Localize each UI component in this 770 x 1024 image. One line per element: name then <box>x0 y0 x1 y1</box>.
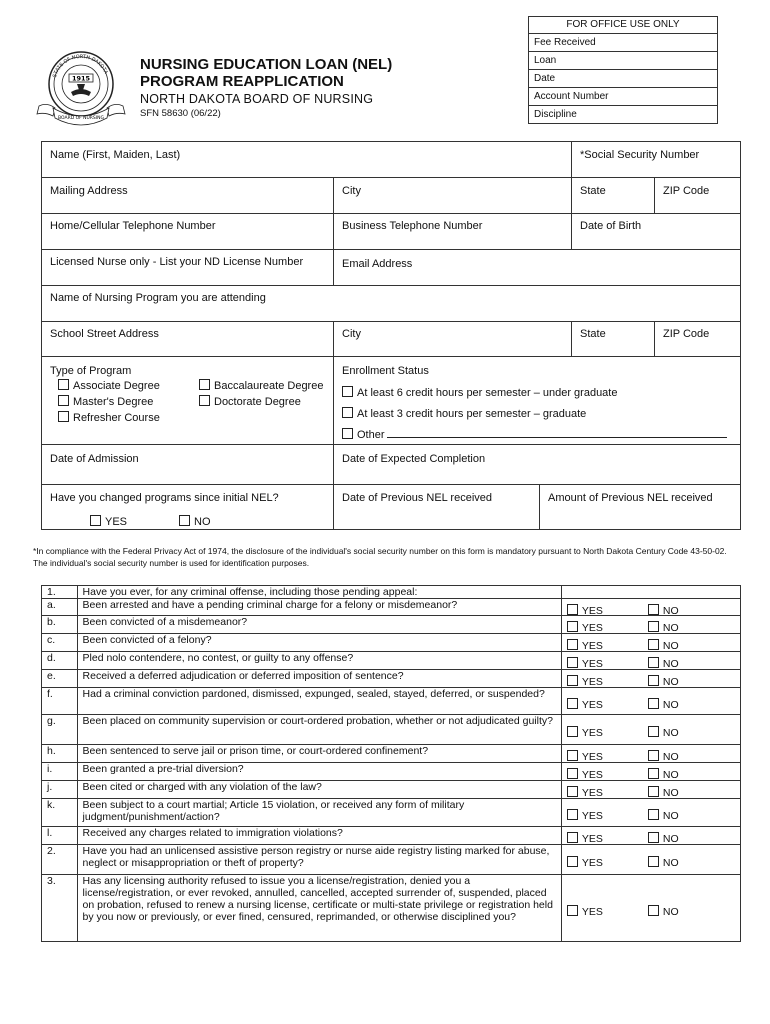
question-number: g. <box>42 715 78 745</box>
home-phone-label: Home/Cellular Telephone Number <box>50 220 216 232</box>
enroll-grad-option[interactable] <box>342 407 586 420</box>
question-answer-cell <box>561 652 740 670</box>
question-row <box>42 745 741 763</box>
form-id: SFN 58630 (06/22) <box>140 108 221 119</box>
applicant-info-grid <box>41 141 741 530</box>
answer-yes-option[interactable] <box>567 856 603 869</box>
masters-checkbox[interactable] <box>58 395 69 406</box>
question-text: Been granted a pre-trial diversion? <box>77 763 561 781</box>
question-number: e. <box>42 670 78 688</box>
school-state-field[interactable] <box>572 322 655 357</box>
question-number: h. <box>42 745 78 763</box>
answer-yes-option[interactable] <box>567 675 603 688</box>
question-row <box>42 652 741 670</box>
answer-no-label: NO <box>662 605 679 617</box>
office-account-number: Account Number <box>529 88 717 106</box>
changed-no-checkbox[interactable] <box>179 515 190 526</box>
answer-no-checkbox[interactable] <box>648 675 659 686</box>
changed-programs-section <box>42 485 334 529</box>
board-seal-logo <box>33 44 129 126</box>
answer-yes-label: YES <box>581 906 603 918</box>
seal-year: 1915 <box>71 74 91 83</box>
answer-no-label: NO <box>662 622 679 634</box>
question-number: j. <box>42 781 78 799</box>
changed-yes-option[interactable] <box>90 515 127 528</box>
answer-yes-checkbox[interactable] <box>567 809 578 820</box>
question-answer-cell <box>561 827 740 845</box>
answer-yes-option[interactable] <box>567 750 603 763</box>
answer-no-option[interactable] <box>648 639 679 652</box>
enrollment-status-label: Enrollment Status <box>342 365 429 377</box>
answer-no-option[interactable] <box>648 750 679 763</box>
question-row <box>42 781 741 799</box>
form-title <box>140 56 392 90</box>
seal-bottom-text: BOARD OF NURSING <box>58 116 104 121</box>
question-text: Have you ever, for any criminal offense, including those pending appeal: <box>77 586 561 599</box>
answer-yes-label: YES <box>581 727 603 739</box>
answer-no-option[interactable] <box>648 786 679 799</box>
refresher-option[interactable] <box>58 411 160 424</box>
question-number: c. <box>42 634 78 652</box>
answer-yes-option[interactable] <box>567 809 603 822</box>
question-answer-cell <box>561 763 740 781</box>
enroll-undergrad-option[interactable] <box>342 386 617 399</box>
answer-yes-label: YES <box>581 658 603 670</box>
answer-yes-label: YES <box>581 857 603 869</box>
answer-yes-checkbox[interactable] <box>567 856 578 867</box>
org-name: NORTH DAKOTA BOARD OF NURSING <box>140 92 374 106</box>
school-address-label: School Street Address <box>50 328 159 340</box>
answer-yes-option[interactable] <box>567 726 603 739</box>
associate-checkbox[interactable] <box>58 379 69 390</box>
background-questions-table <box>41 585 741 942</box>
answer-yes-checkbox[interactable] <box>567 675 578 686</box>
answer-no-checkbox[interactable] <box>648 698 659 709</box>
license-number-label: Licensed Nurse only - List your ND License Number <box>50 256 304 268</box>
state-field[interactable] <box>572 178 655 214</box>
program-name-label: Name of Nursing Program you are attending <box>50 292 266 304</box>
city-field[interactable] <box>334 178 572 214</box>
school-zip-label: ZIP Code <box>663 328 710 340</box>
prev-nel-amount-field[interactable] <box>540 485 740 529</box>
city-label: City <box>342 185 361 197</box>
office-use-box <box>528 16 718 124</box>
doctorate-label: Doctorate Degree <box>214 396 301 408</box>
answer-no-option[interactable] <box>648 726 679 739</box>
answer-no-checkbox[interactable] <box>648 750 659 761</box>
enroll-other-label: Other <box>357 429 385 441</box>
completion-date-label: Date of Expected Completion <box>342 453 486 465</box>
question-answer-cell <box>561 616 740 634</box>
question-number: d. <box>42 652 78 670</box>
question-text: Been cited or charged with any violation of the law? <box>77 781 561 799</box>
question-number: l. <box>42 827 78 845</box>
question-answer-cell <box>561 586 740 599</box>
enroll-undergrad-checkbox[interactable] <box>342 386 353 397</box>
question-row <box>42 845 741 875</box>
answer-yes-checkbox[interactable] <box>567 604 578 615</box>
baccalaureate-label: Baccalaureate Degree <box>214 380 324 392</box>
question-row <box>42 634 741 652</box>
answer-yes-option[interactable] <box>567 786 603 799</box>
answer-no-option[interactable] <box>648 809 679 822</box>
question-answer-cell <box>561 845 740 875</box>
office-loan: Loan <box>529 52 717 70</box>
business-phone-field[interactable] <box>334 214 572 250</box>
associate-label: Associate Degree <box>73 380 160 392</box>
answer-no-option[interactable] <box>648 768 679 781</box>
completion-date-field[interactable] <box>334 445 740 485</box>
answer-yes-option[interactable] <box>567 698 603 711</box>
changed-no-label: NO <box>194 516 211 528</box>
question-row <box>42 799 741 827</box>
enroll-grad-label: At least 3 credit hours per semester – graduate <box>357 408 587 420</box>
associate-option[interactable] <box>58 379 160 392</box>
state-label: State <box>580 185 606 197</box>
answer-no-label: NO <box>662 751 679 763</box>
answer-yes-label: YES <box>581 699 603 711</box>
question-answer-cell <box>561 715 740 745</box>
question-row <box>42 616 741 634</box>
mailing-address-field[interactable] <box>42 178 334 214</box>
answer-yes-option[interactable] <box>567 768 603 781</box>
name-field[interactable] <box>42 142 572 178</box>
question-text: Have you had an unlicensed assistive person registry or nurse aide registry listing marked for abuse, neglect or misappropriation or theft of property? <box>77 845 561 875</box>
question-text: Been subject to a court martial; Article 15 violation, or received any form of military judgment/punishment/action? <box>77 799 561 827</box>
masters-option[interactable] <box>58 395 153 408</box>
office-date: Date <box>529 70 717 88</box>
answer-yes-label: YES <box>581 833 603 845</box>
question-text: Been arrested and have a pending criminal charge for a felony or misdemeanor? <box>77 599 561 616</box>
answer-yes-checkbox[interactable] <box>567 768 578 779</box>
form-title-line1: NURSING EDUCATION LOAN (NEL) <box>140 56 393 73</box>
answer-yes-label: YES <box>581 751 603 763</box>
question-row <box>42 599 741 616</box>
question-answer-cell <box>561 634 740 652</box>
answer-yes-label: YES <box>581 640 603 652</box>
seal-top-text: STATE OF NORTH DAKOTA <box>51 53 109 79</box>
privacy-footnote: *In compliance with the Federal Privacy Act of 1974, the disclosure of the individual's social security number on this form is mandatory pursuant to North Dakota Century Code 43-50-02. The individual's social security number is used for identification purposes. <box>33 546 727 568</box>
answer-yes-checkbox[interactable] <box>567 750 578 761</box>
answer-no-checkbox[interactable] <box>648 604 659 615</box>
question-answer-cell <box>561 688 740 715</box>
enroll-other-checkbox[interactable] <box>342 428 353 439</box>
answer-yes-checkbox[interactable] <box>567 621 578 632</box>
answer-no-checkbox[interactable] <box>648 905 659 916</box>
answer-no-option[interactable] <box>648 856 679 869</box>
answer-no-checkbox[interactable] <box>648 726 659 737</box>
answer-yes-option[interactable] <box>567 657 603 670</box>
zip-field[interactable] <box>655 178 740 214</box>
mailing-address-label: Mailing Address <box>50 185 128 197</box>
answer-yes-option[interactable] <box>567 832 603 845</box>
zip-label: ZIP Code <box>663 185 710 197</box>
enroll-other-input[interactable] <box>387 428 727 438</box>
answer-no-label: NO <box>662 857 679 869</box>
school-city-field[interactable] <box>334 322 572 357</box>
question-answer-cell <box>561 781 740 799</box>
prev-nel-date-field[interactable] <box>334 485 540 529</box>
question-answer-cell <box>561 875 740 942</box>
question-answer-cell <box>561 670 740 688</box>
changed-yes-checkbox[interactable] <box>90 515 101 526</box>
question-text: Pled nolo contendere, no contest, or guilty to any offense? <box>77 652 561 670</box>
question-number: a. <box>42 599 78 616</box>
question-text: Been convicted of a felony? <box>77 634 561 652</box>
school-zip-field[interactable] <box>655 322 740 357</box>
answer-no-label: NO <box>662 658 679 670</box>
answer-no-checkbox[interactable] <box>648 657 659 668</box>
baccalaureate-checkbox[interactable] <box>199 379 210 390</box>
dob-field[interactable] <box>572 214 740 250</box>
question-row <box>42 763 741 781</box>
changed-no-option[interactable] <box>179 515 211 528</box>
question-row <box>42 875 741 942</box>
prev-nel-amount-label: Amount of Previous NEL received <box>548 492 713 504</box>
question-number: i. <box>42 763 78 781</box>
answer-yes-label: YES <box>581 810 603 822</box>
answer-yes-option[interactable] <box>567 621 603 634</box>
question-text: Received any charges related to immigration violations? <box>77 827 561 845</box>
question-text: Been sentenced to serve jail or prison time, or court-ordered confinement? <box>77 745 561 763</box>
admission-date-field[interactable] <box>42 445 334 485</box>
answer-no-label: NO <box>662 810 679 822</box>
office-use-header: FOR OFFICE USE ONLY <box>529 17 717 34</box>
enroll-other-option[interactable] <box>342 428 727 441</box>
refresher-label: Refresher Course <box>73 412 160 424</box>
school-city-label: City <box>342 328 361 340</box>
doctorate-option[interactable] <box>199 395 301 408</box>
name-label: Name (First, Maiden, Last) <box>50 149 181 161</box>
answer-no-label: NO <box>662 727 679 739</box>
question-answer-cell <box>561 799 740 827</box>
ssn-label: *Social Security Number <box>580 149 700 161</box>
answer-no-checkbox[interactable] <box>648 809 659 820</box>
answer-no-label: NO <box>662 640 679 652</box>
form-title-line2: PROGRAM REAPPLICATION <box>140 73 344 90</box>
answer-yes-label: YES <box>581 769 603 781</box>
answer-no-checkbox[interactable] <box>648 856 659 867</box>
question-text: Has any licensing authority refused to issue you a license/registration, denied you a license/registration, or ever revoked, annulled, cancelled, accepted surrender of, suspended, placed on probation, refused to renew a nursing license, certificate or multi-state privilege or registration held by you now or previously, or ever fined, censured, reprimanded, or otherwise disciplined you? <box>77 875 561 942</box>
question-number: k. <box>42 799 78 827</box>
question-text: Been convicted of a misdemeanor? <box>77 616 561 634</box>
ssn-field[interactable] <box>572 142 740 178</box>
school-state-label: State <box>580 328 606 340</box>
enrollment-status-section <box>334 357 740 445</box>
answer-no-option[interactable] <box>648 675 679 688</box>
question-row <box>42 827 741 845</box>
answer-yes-option[interactable] <box>567 639 603 652</box>
answer-yes-checkbox[interactable] <box>567 657 578 668</box>
answer-yes-checkbox[interactable] <box>567 786 578 797</box>
answer-yes-label: YES <box>581 622 603 634</box>
school-address-field[interactable] <box>42 322 334 357</box>
question-number: 3. <box>42 875 78 942</box>
answer-no-label: NO <box>662 676 679 688</box>
answer-no-checkbox[interactable] <box>648 768 659 779</box>
program-type-section <box>42 357 334 445</box>
question-answer-cell <box>561 745 740 763</box>
office-fee-received: Fee Received <box>529 34 717 52</box>
doctorate-checkbox[interactable] <box>199 395 210 406</box>
answer-yes-label: YES <box>581 676 603 688</box>
answer-no-label: NO <box>662 833 679 845</box>
office-discipline: Discipline <box>534 109 577 120</box>
question-text: Been placed on community supervision or court-ordered probation, whether or not adjudicated guilty? <box>77 715 561 745</box>
business-phone-label: Business Telephone Number <box>342 220 483 232</box>
baccalaureate-option[interactable] <box>199 379 323 392</box>
question-text: Had a criminal conviction pardoned, dismissed, expunged, sealed, stayed, deferred, or suspended? <box>77 688 561 715</box>
answer-no-checkbox[interactable] <box>648 639 659 650</box>
answer-no-label: NO <box>662 906 679 918</box>
answer-no-option[interactable] <box>648 905 679 918</box>
question-row <box>42 688 741 715</box>
question-number: b. <box>42 616 78 634</box>
answer-no-label: NO <box>662 769 679 781</box>
question-number: 1. <box>42 586 78 599</box>
dob-label: Date of Birth <box>580 220 642 232</box>
changed-programs-label: Have you changed programs since initial NEL? <box>50 492 279 504</box>
masters-label: Master's Degree <box>73 396 154 408</box>
answer-yes-checkbox[interactable] <box>567 726 578 737</box>
answer-yes-option[interactable] <box>567 905 603 918</box>
license-number-field[interactable] <box>42 250 334 286</box>
email-field[interactable] <box>334 250 740 286</box>
enroll-undergrad-label: At least 6 credit hours per semester – under graduate <box>357 387 618 399</box>
answer-yes-checkbox[interactable] <box>567 639 578 650</box>
question-number: f. <box>42 688 78 715</box>
answer-no-option[interactable] <box>648 832 679 845</box>
answer-yes-checkbox[interactable] <box>567 905 578 916</box>
question-row <box>42 715 741 745</box>
answer-yes-label: YES <box>581 605 603 617</box>
answer-no-checkbox[interactable] <box>648 786 659 797</box>
question-answer-cell <box>561 599 740 616</box>
answer-yes-checkbox[interactable] <box>567 698 578 709</box>
answer-no-label: NO <box>662 699 679 711</box>
question-row <box>42 670 741 688</box>
answer-no-label: NO <box>662 787 679 799</box>
email-label: Email Address <box>342 258 413 270</box>
question-text: Received a deferred adjudication or deferred imposition of sentence? <box>77 670 561 688</box>
refresher-checkbox[interactable] <box>58 411 69 422</box>
admission-date-label: Date of Admission <box>50 453 139 465</box>
question-number: 2. <box>42 845 78 875</box>
program-type-label: Type of Program <box>50 365 132 377</box>
answer-no-option[interactable] <box>648 698 679 711</box>
answer-no-option[interactable] <box>648 621 679 634</box>
answer-no-option[interactable] <box>648 657 679 670</box>
answer-no-checkbox[interactable] <box>648 832 659 843</box>
program-name-field[interactable] <box>42 286 740 322</box>
answer-yes-label: YES <box>581 787 603 799</box>
answer-no-checkbox[interactable] <box>648 621 659 632</box>
changed-yes-label: YES <box>105 516 128 528</box>
answer-yes-checkbox[interactable] <box>567 832 578 843</box>
enroll-grad-checkbox[interactable] <box>342 407 353 418</box>
home-phone-field[interactable] <box>42 214 334 250</box>
prev-nel-date-label: Date of Previous NEL received <box>342 492 492 504</box>
question-row <box>42 586 741 599</box>
